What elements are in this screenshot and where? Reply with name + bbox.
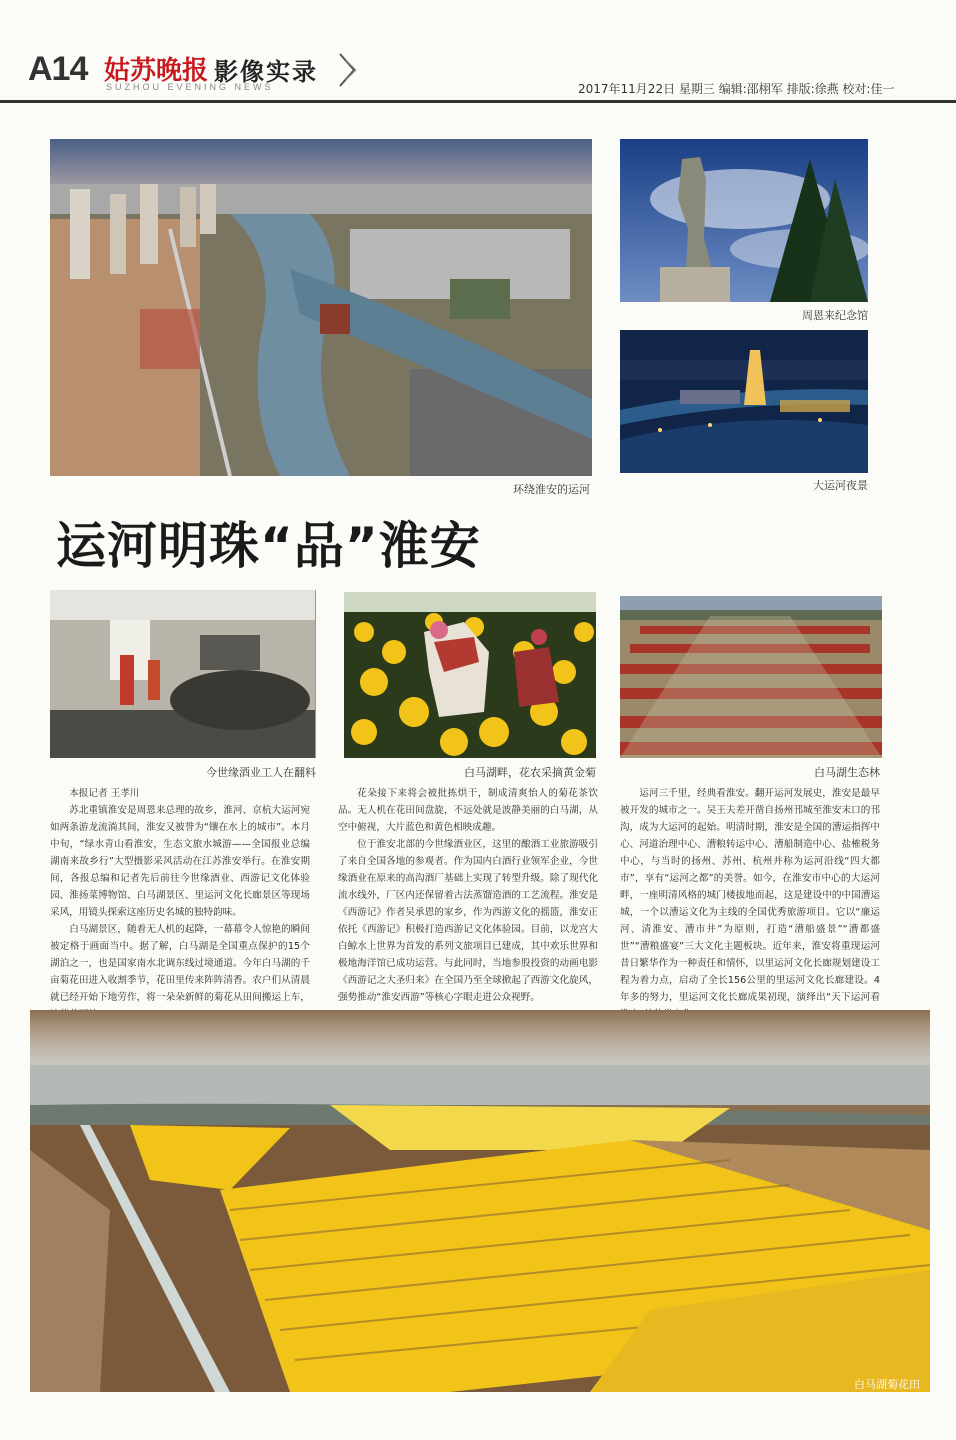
headline: 运河明珠“品”淮安 bbox=[56, 517, 481, 575]
canal-night-caption: 大运河夜景 bbox=[813, 479, 868, 492]
article-column-3 bbox=[620, 785, 880, 1023]
byline: 本报记者 王孝川 bbox=[69, 788, 140, 799]
paragraph: 苏北重镇淮安是周恩来总理的故乡，淮河、京杭大运河宛如两条游龙流淌其间，淮安又被誉为“镶在水上的城市”。本月中旬，“绿水青山看淮安，生态文旅水城游——全国报业总编湖南来故乡行”大型摄影采风活动在江苏淮安举行。在淮安期间，各报总编和记者先后前往今世缘酒业、西游记文化体验园、淮扬菜博物馆、白马湖景区、里运河文化长廊景区等现场采风，用镜头探索这座历史名城的独特韵味。 bbox=[50, 805, 310, 918]
chrysanthemum-pick-photo bbox=[344, 592, 596, 758]
canal-aerial-photo bbox=[50, 139, 592, 476]
paragraph: 运河三千里，经典看淮安。翻开运河发展史，淮安是最早被开发的城市之一。吴王夫差开凿自扬州邗城至淮安末口的邗沟，成为大运河的起始。明清时期，淮安是全国的漕运指挥中心、河道治理中心、漕粮转运中心、漕船制造中心、盐榷税务中心，与当时的扬州、苏州、杭州并称为运河沿线“四大都市”，享有“运河之都”的美誉。如今，在淮安市中心的大运河畔，一座明清风格的城门楼拔地而起，这是建设中的中国漕运城，一个以漕运文化为主线的全国优秀旅游项目。它以“廉运河、清淮安、漕市井”为原则，打造“漕船盛景”“漕都盛世”“漕粮盛宴”三大文化主题板块。近年来，淮安将重现运河昔日繁华作为一种责任和情怀，以里运河文化长廊规划建设工程为着力点，启动了全长156公里的里运河文化长廊建设。4年多的努力，里运河文化长廊成果初现，演绎出“天下运河看 bbox=[620, 788, 880, 1003]
newspaper-logo: 姑苏晚报 bbox=[104, 56, 209, 86]
bottom-aerial-photo bbox=[30, 1010, 930, 1392]
chevron-right-icon bbox=[336, 50, 360, 90]
section-title: 影像实录 bbox=[214, 58, 318, 86]
article-column-1 bbox=[50, 785, 310, 1023]
chrysanthemum-pick-caption: 白马湖畔，花农采摘黄金菊 bbox=[464, 766, 596, 779]
article-column-2 bbox=[338, 785, 598, 1006]
winery-photo bbox=[50, 590, 316, 758]
masthead-rule bbox=[0, 100, 956, 103]
winery-caption: 今世缘酒业工人在翻料 bbox=[206, 766, 316, 779]
canal-aerial-caption: 环绕淮安的运河 bbox=[513, 483, 590, 496]
lake-wetland-caption: 白马湖生态林 bbox=[814, 766, 880, 779]
page-number: A14 bbox=[28, 50, 88, 88]
paragraph: 白马湖景区，随着无人机的起降，一幕幕令人惊艳的瞬间被定格于画面当中。据了解，白马湖是全国重点保护的15个湖泊之一，也是国家南水北调东线过境通道。今年白马湖的千亩菊花田进入收割季节，花田里传来阵阵清香。农户们从清晨就已经开始下地劳作，将一朵朵新鲜的菊花从田间搬运上车， bbox=[50, 924, 310, 1003]
lake-wetland-photo bbox=[620, 596, 882, 758]
newspaper-logo-en: SUZHOU EVENING NEWS bbox=[106, 82, 274, 92]
paragraph: 花朵接下来将会被批拣烘干，制成清爽怡人的菊花茶饮品。无人机在花田间盘旋，不远处就是波静美丽的白马湖，从空中俯视，大片蓝色和黄色相映成趣。 bbox=[338, 788, 598, 833]
date-line: 2017年11月22日 星期三 编辑:邵栩军 排版:徐燕 校对:佳一 bbox=[578, 82, 895, 96]
canal-night-photo bbox=[620, 330, 868, 473]
memorial-caption: 周恩来纪念馆 bbox=[802, 309, 868, 322]
bottom-aerial-caption: 白马湖菊花田 bbox=[854, 1378, 920, 1391]
memorial-photo bbox=[620, 139, 868, 302]
paragraph: 位于淮安北部的今世缘酒业区，这里的酿酒工业旅游吸引了来自全国各地的参观者。作为国内白酒行业领军企业，今世缘酒业在原来的高沟酒厂基础上实现了转型升级。除了现代化流水线外，厂区内还保留着古法蒸馏造酒的工艺流程。淮安是《西游记》作者吴承恩的家乡，作为西游文化的摇篮，淮安正依托《西游记》积极打造西游记文化体验园。目前，以龙宫大白鲸水上世界为首发的系列文旅项目已建成，其中欢乐世界和极地海洋馆已成功运营。与此同时，当地参股投资的动画电影《西游记之大圣归来》在全国乃至全球掀起了西游文化旋风，强势推动“淮安西游”等核心字眼走进公众视野。 bbox=[338, 839, 598, 1003]
